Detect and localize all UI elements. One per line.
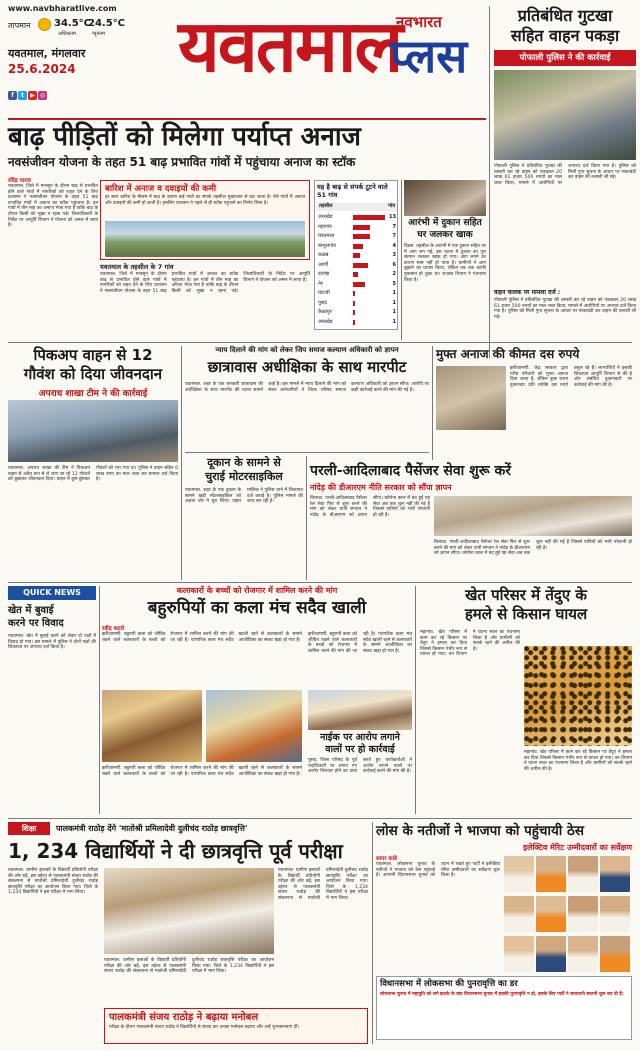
bike-headline-1: दूकान के सामने से — [207, 456, 281, 469]
candidate-photo — [536, 936, 566, 972]
grain-story — [436, 346, 632, 458]
flood-table-tahsil: बाभुलगांव — [318, 242, 336, 249]
flood-table-row — [317, 213, 397, 222]
train-story — [310, 462, 632, 580]
column-rule — [306, 456, 307, 580]
flood-table-bar — [353, 215, 385, 220]
election-box — [376, 976, 632, 1040]
temp-max: 34.5°C — [54, 18, 92, 29]
flood-table-bar — [353, 234, 370, 239]
leopard-body: महागांव. खेत परिसर में काम कर रहे किसान पर तेंदुए ने हमला कर दिया जिससे किसान गंभीर रूप से घायल हो गया। वन विभाग ने घटना स्थल का पंचनामा किया है और ग्रामीणों को सतर्क रहने की अपील की है। — [420, 630, 520, 658]
flood-table-bar — [353, 310, 355, 315]
hostel-body: यवतमाल. शहर के एक सरकारी छात्रावास की अधीक्षिका के साथ मारपीट की घटना सामने आई है। इस मामले में न्याय दिलाने की मांग को लेकर कर्मचारियों ने जिला परिषद समाज कल्याण अधिकारी को ज्ञापन सौंपा। आरोपी पर कड़ी कार्रवाई करने की मांग की गई है। — [185, 382, 429, 393]
column-rule — [99, 586, 100, 814]
flood-table-bar — [353, 253, 360, 258]
lead-box — [100, 180, 310, 260]
artists-headline: बहुरुपियों का कला मंच सदैव खाली — [147, 598, 367, 618]
candidate-photo — [568, 896, 598, 932]
temperature-block — [8, 18, 128, 44]
candidate-photos — [504, 856, 632, 972]
flood-table-row — [317, 270, 397, 279]
flood-table-title: यह है बाढ़ से संपर्क टूटने वाले 51 गांव — [317, 183, 388, 199]
flood-table-row — [317, 280, 397, 289]
scholarship-tag: शिक्षा — [8, 822, 50, 835]
leopard-headline-1: खेत परिसर में तेंदुए के — [465, 586, 587, 604]
flood-table-count: 7 — [392, 233, 396, 239]
flood-table-tahsil: महागांव — [318, 223, 332, 230]
temp-min-label: न्यूनतम — [92, 31, 105, 37]
flood-table-count: 6 — [392, 261, 396, 268]
flood-table-tahsil: केळापुर — [318, 309, 332, 315]
lead-box-body: हर साल बारिश के मौसम में बाढ़ के कारण कई गांवों का संपर्क तहसील मुख्यालय से कट जाता है। ऐसे गांवों में अनाज और दवाइयों की कमी हो जाती है। इसलिए प्रशासन ने पहले से ही स्टॉक पहुंचाने का निर्णय लिया है। — [105, 195, 305, 206]
scholarship-photo — [104, 868, 274, 954]
flood-table-row — [317, 261, 397, 270]
quick-news-headline-1: खेत में बुवाई — [8, 605, 54, 616]
social-icons — [8, 82, 68, 99]
scholarship-box — [104, 1008, 368, 1044]
gutka-body: पोफाली पुलिस ने प्रतिबंधित गुटखा की तस्करी कर रहे वाहन को पकड़कर 20 लाख 61 हजार 500 रुपयों का माल जब्त किया, मामले में आरोपियों पर अपराध दर्ज किया गया है। पुलिस को मिली गुप्त सूचना के आधार पर नाकाबंदी कर वाहन की तलाशी ली गई। — [494, 164, 636, 186]
hostel-story — [185, 346, 429, 450]
train-photo — [434, 496, 632, 536]
flood-table-row — [317, 299, 397, 308]
hostel-headline: छात्रावास अधीक्षिका के साथ मारपीट — [207, 358, 407, 376]
flood-table-tahsil: दारव्हा — [318, 271, 330, 277]
candidate-photo — [504, 936, 534, 972]
flood-table-tahsil: आर्णी — [318, 261, 329, 268]
lead-body-cont: यवतमाल. जिले में मानसून के दौरान बाढ़ से प्रभावित होने वाले गांवों में नागरिकों को राहत देने के लिए प्रशासन ने नवसंजीवन योजना के तहत 51 बाढ़ प्रभावित गांवों में अनाज का स्टॉक पहुंचाया है। इन गांवों में तीन माह का अनाज भेजा गया है ताकि बाढ़ के दौरान किसी को भूखा न रहना पड़े। जिलाधिकारी के निर्देश पर आपूर्ति विभाग ने योजना को अमल में लाया है। — [100, 272, 310, 294]
scholarship-body-mid: यवतमाल. ग्रामीण इलाकों के विद्यार्थी प्रतियोगी परीक्षा की ओर बढ़ें, इस उद्देश्य से पालकमंत्री संजय राठोड़ की संकल्पना से मातोश्री प्रमिलादेवी दुलीचंद राठोड़ छात्रवृत्ति परीक्षा का आयोजन किया गया। जिले के 1,234 विद्यार्थियों ने इस परीक्षा में भाग लिया। — [104, 958, 274, 975]
naik-headline-2: वालों पर हो कार्रवाई — [325, 744, 395, 755]
quick-news-label: QUICK NEWS — [8, 586, 96, 600]
youtube-icon[interactable]: ▶ — [28, 91, 37, 100]
row-rule — [8, 342, 632, 343]
flood-table-count: 1 — [392, 299, 396, 306]
candidate-photo — [504, 856, 534, 892]
flood-table-count: 3 — [392, 252, 396, 258]
temp-max-label: अधिकतम — [58, 31, 76, 37]
gutka-headline-2: सहित वाहन पकड़ा — [510, 26, 620, 45]
flood-table-tahsil: उमरखेड़ — [318, 318, 333, 325]
grain-photo — [436, 366, 506, 430]
candidate-photo — [600, 896, 630, 932]
flood-table-header — [317, 203, 397, 211]
flood-table-row — [317, 308, 397, 317]
pickup-subhead: अपराध शाखा टीम ने की कार्रवाई — [38, 389, 148, 399]
flood-table-row — [317, 318, 397, 327]
col-count: गांव — [388, 203, 395, 209]
gutka-subhead: पोफाली पुलिस ने की कार्रवाई — [494, 50, 636, 66]
quick-news-headline-2: करने पर विवाद — [8, 618, 64, 629]
row-rule — [185, 452, 429, 453]
flood-village-table — [314, 180, 398, 330]
lead-byline: रविंद्र पाराव — [8, 178, 31, 184]
candidate-photo — [600, 936, 630, 972]
flood-table-bar — [353, 320, 355, 325]
lead-subhead: नवसंजीवन योजना के तहत 51 बाढ़ प्रभावित गांवों में पहुंचाया अनाज का स्टॉक — [8, 155, 356, 169]
newspaper-title: यवतमाल — [178, 3, 402, 88]
fire-photo — [404, 180, 486, 216]
village-photo — [105, 221, 305, 257]
leopard-story — [420, 586, 632, 816]
election-body: यवतमाल. लोकसभा चुनाव के नतीजों ने भाजपा को ठेस पहुंचाई है। आगामी विधानसभा चुनाव को ध्यान में रखते हुए पार्टी ने इलेक्टिव मेरिट उम्मीदवारों का सर्वेक्षण शुरू किया है। — [376, 862, 500, 879]
pickup-headline-1: पिकअप वाहन से 12 — [33, 346, 153, 364]
facebook-icon[interactable]: f — [8, 91, 17, 100]
scholarship-body-right: यवतमाल. ग्रामीण इलाकों के विद्यार्थी प्रतियोगी परीक्षा की ओर बढ़ें, इस उद्देश्य से पालकमंत्री संजय राठोड़ की संकल्पना से मातोश्री प्रमिलादेवी दुलीचंद राठोड़ छात्रवृत्ति परीक्षा का आयोजन किया गया। जिले के 1,234 विद्यार्थियों ने इस परीक्षा में भाग लिया। — [278, 868, 368, 901]
train-headline: परली-आदिलाबाद पैसेंजर सेवा शुरू करें — [310, 463, 511, 479]
flood-table-row — [317, 223, 397, 232]
title-navbharat: नवभारत — [396, 13, 442, 31]
flood-table-rows — [317, 213, 397, 329]
fire-body: दिग्रस. तहसील के आरंभी में एक दुकान सहित घर में आग लग गई, इस घटना में दुकान का पूरा सामान जलकर खाक हो गया। आग लगने का कारण स्पष्ट नहीं हो पाया है। ग्रामीणों ने आग बुझाने का प्रयास किया, लेकिन तब तक काफी नुकसान हो चुका था। राजस्व विभाग ने पंचनामा किया है। — [404, 244, 486, 283]
flood-table-tahsil: नेर — [318, 280, 323, 287]
artists-byline: रवींद्र कटारे — [102, 626, 125, 632]
candidate-photo — [568, 856, 598, 892]
column-rule — [489, 6, 490, 358]
flood-table-bar — [353, 263, 368, 268]
flood-table-count: 4 — [392, 242, 396, 249]
flood-table-tahsil: यवतमाल — [318, 233, 335, 239]
hostel-kicker: न्याय दिलाने की मांग को लेकर जिप समाज कल्याण अधिकारी को ज्ञापन — [215, 346, 399, 354]
grain-headline: मुफ्त अनाज की कीमत दस रुपये — [436, 347, 580, 361]
flood-table-bar — [353, 272, 358, 277]
flood-table-bar — [353, 282, 365, 287]
flood-table-count: 2 — [392, 271, 396, 277]
candidate-photo — [536, 856, 566, 892]
pickup-story — [8, 346, 178, 584]
naik-body: पुसद. जिला परिषद के पूर्व पदाधिकारी पर लगाए गए आरोप निराधार होने का दावा करते हुए कार्यकर्ताओं ने आरोप लगाने वालों पर कार्रवाई करने की मांग की है। — [308, 758, 412, 775]
naik-headline-1: नाईक पर आरोप लगाने — [320, 732, 400, 743]
temp-label: तापमान — [8, 21, 31, 30]
row-rule — [8, 818, 632, 819]
bike-story — [185, 456, 303, 580]
election-box-title: विधानसभा में लोकसभा की पुनरावृत्ति का डर — [380, 979, 518, 989]
leopard-headline-2: हमले से किसान घायल — [464, 605, 588, 623]
candidate-photo — [536, 896, 566, 932]
flood-table-count: 1 — [392, 318, 396, 325]
flood-table-count: 13 — [389, 214, 396, 220]
title-plus: प्लस — [390, 29, 468, 83]
election-headline: लोस के नतीजों ने भाजपा को पहुंचायी ठेस — [376, 823, 584, 839]
pickup-headline-2: गौवंश को दिया जीवनदान — [23, 365, 163, 383]
scholarship-headline: 1, 234 विद्यार्थियों ने दी छात्रवृत्ति पूर्व परीक्षा — [8, 839, 343, 863]
election-story — [376, 822, 632, 1046]
temp-min: 24.5°C — [88, 18, 126, 29]
artists-body-side: झरीजामणी. बहुरुपी कला को जीवित रखने वाले कलाकारों के बच्चों को रोजगार में शामिल करने की मांग की जा रही है। पारंपरिक कला मंच सदैव खाली रहने से कलाकारों के सामने आजीविका का संकट खड़ा हो गया है। — [308, 632, 412, 654]
candidate-photo — [568, 936, 598, 972]
fire-story — [404, 180, 486, 340]
quick-news-body: यवतमाल. खेत में बुवाई करने को लेकर दो पक्षों में विवाद हो गया। इस मामले में पुलिस ने दोनों पक्षों की शिकायत पर अपराध दर्ज किया है। — [8, 634, 96, 651]
artists-photo-2 — [206, 690, 302, 762]
lead-headline: बाढ़ पीड़ितों को मिलेगा पर्याप्त अनाज — [8, 122, 361, 152]
flood-table-bar — [353, 244, 363, 249]
flood-table-count: 1 — [392, 290, 396, 296]
scholarship-box-body: परीक्षा के दौरान पालकमंत्री संजय राठोड़ ने विद्यार्थियों से संवाद कर उनका मनोबल बढ़ाया और उन्हें शुभकामनाएं दीं। — [109, 1025, 300, 1030]
gutka-headline-1: प्रतिबंधित गुटखा — [517, 6, 613, 25]
artists-body-cont: झरीजामणी. बहुरुपी कला को जीवित रखने वाले कलाकारों के बच्चों को रोजगार में शामिल करने की मांग की जा रही है। पारंपरिक कला मंच सदैव खाली रहने से कलाकारों के सामने आजीविका का संकट खड़ा हो गया है। — [102, 766, 302, 777]
gutka-body-cont: पोफाली पुलिस ने प्रतिबंधित गुटखा की तस्करी कर रहे वाहन को पकड़कर 20 लाख 61 हजार 500 रुपयों का माल जब्त किया, मामले में आरोपियों पर अपराध दर्ज किया गया है। पुलिस को मिली गुप्त सूचना के आधार पर नाकाबंदी कर वाहन की तलाशी ली गई। — [494, 298, 636, 320]
quick-news — [8, 586, 96, 816]
lead-body: यवतमाल. जिले में मानसून के दौरान बाढ़ से प्रभावित होने वाले गांवों में नागरिकों को राहत देने के लिए प्रशासन ने नवसंजीवन योजना के तहत 51 बाढ़ प्रभावित गांवों में अनाज का स्टॉक पहुंचाया है। इन गांवों में तीन माह का अनाज भेजा गया है ताकि बाढ़ के दौरान किसी को भूखा न रहना पड़े। जिलाधिकारी के निर्देश पर आपूर्ति विभाग ने योजना को अमल में लाया है। — [8, 184, 98, 229]
flood-table-tahsil: कळंब — [318, 252, 329, 258]
column-rule — [432, 346, 433, 460]
column-rule — [181, 346, 182, 580]
leopard-photo — [524, 646, 632, 746]
flood-table-row — [317, 289, 397, 298]
gutka-photo — [494, 70, 636, 160]
flood-table-count: 7 — [392, 223, 396, 230]
col-tahsil: तहसील — [319, 203, 333, 209]
pickup-photo — [8, 400, 178, 462]
issue-date: 25.6.2024 — [8, 62, 76, 76]
artists-kicker: कलाकारों के बच्चों को रोजगार में शामिल करने की मांग — [176, 586, 338, 595]
instagram-icon[interactable]: ◎ — [39, 92, 46, 99]
flood-table-bar — [353, 291, 355, 296]
website-url[interactable]: www.navbharatlive.com — [8, 4, 117, 13]
row-rule — [8, 582, 632, 583]
election-box-body: लोकसभा चुनाव में महायुति को लगे झटके के बाद विधानसभा चुनाव में इसकी पुनरावृत्ति न हो, इसके लिए पार्टी ने सावधानी बरतनी शुरू कर दी है। — [380, 992, 624, 997]
flood-table-bar — [353, 225, 370, 230]
naik-story — [308, 690, 412, 814]
bike-headline-2: चुराई मोटरसाइकिल — [205, 470, 283, 483]
train-subhead: नांदेड़ की डीआरएम नीति सरकार को सौंपा ज्ञापन — [310, 483, 452, 492]
flood-table-row — [317, 232, 397, 241]
flood-table-tahsil: पुसद — [318, 299, 327, 306]
flood-table-row — [317, 242, 397, 251]
lead-box-title: बारिश में अनाज व दवाइयों की कमी — [105, 184, 217, 194]
sun-icon — [38, 18, 51, 31]
flood-table-row — [317, 251, 397, 260]
flood-table-count: 5 — [392, 280, 396, 287]
twitter-icon[interactable]: t — [18, 91, 27, 100]
artists-photo-1 — [102, 690, 202, 762]
election-byline: सागर कांडे — [376, 856, 397, 862]
artists-body: झरीजामणी. बहुरुपी कला को जीवित रखने वाले कलाकारों के बच्चों को रोजगार में शामिल करने की मांग की जा रही है। पारंपरिक कला मंच सदैव खाली रहने से कलाकारों के सामने आजीविका का संकट खड़ा हो गया है। — [102, 632, 302, 643]
pickup-body: यवतमाल. अपराध शाखा की टीम ने पिकअप वाहन से अवैध रूप से ले जाए जा रहे 12 गौवंशों को छुड़ाकर जीवनदान दिया। वाहन में ठूंस-ठूंसकर गौवंशों को भरा गया था। पुलिस ने वाहन सहित 6 लाख रुपए का माल जब्त कर मामला दर्ज किया है। — [8, 466, 178, 483]
scholarship-body: यवतमाल. ग्रामीण इलाकों के विद्यार्थी प्रतियोगी परीक्षा की ओर बढ़ें, इस उद्देश्य से पालकमंत्री संजय राठोड़ की संकल्पना से मातोश्री प्रमिलादेवी दुलीचंद राठोड़ छात्रवृत्ति परीक्षा का आयोजन किया गया। जिले के 1,234 विद्यार्थियों ने इस परीक्षा में भाग लिया। — [8, 868, 98, 896]
grain-body: झरीजामणी. केंद्र सरकार द्वारा गरीब परिवारों को मुफ्त अनाज दिया जाता है, लेकिन कुछ राशन दुकानदार प्रति व्यक्ति दस रुपये वसूल रहे हैं। लाभार्थियों ने इसकी शिकायत आपूर्ति विभाग से की है और संबंधित दुकानदारों पर कार्रवाई की मांग की है। — [510, 366, 632, 388]
scholarship-box-headline: पालकमंत्री संजय राठोड़ ने बढ़ाया मनोबल — [109, 1012, 259, 1023]
scholarship-story — [8, 822, 368, 1044]
fire-headline-2: घर जलकर खाक — [417, 230, 473, 240]
scholarship-kicker: पालकमंत्री राठोड़ देंगे 'मातोश्री प्रमिलादेवी दुलीचंद राठोड़ छात्रवृत्ति' — [56, 824, 248, 833]
candidate-photo — [600, 856, 630, 892]
column-rule — [415, 586, 416, 814]
train-body: किनवट. परली-आदिलाबाद पैसेंजर रेल सेवा फिर से शुरू करने की मांग को लेकर यात्री संगठन ने नांदेड़ के डीआरएम को ज्ञापन सौंपा। कोरोना काल में बंद हुई यह सेवा अब तक शुरू नहीं की गई है जिससे यात्रियों को भारी परेशानी हो रही है। — [310, 496, 430, 518]
column-rule — [372, 822, 373, 1044]
naik-photo — [308, 690, 412, 730]
fire-headline-1: आरंभी में दुकान सहित — [408, 218, 482, 228]
flood-table-bar — [353, 301, 355, 306]
candidate-photo — [504, 896, 534, 932]
gutka-caption: वाहन चालक पर मामला दर्ज : — [494, 289, 561, 296]
election-subhead: इलेक्टिव मेरिट उम्मीदवारों का सर्वेक्षण — [523, 843, 632, 852]
lead-photo-caption: यवतमाल के तहसील के 7 गांव — [100, 263, 174, 271]
flood-table-count: 1 — [392, 309, 396, 315]
column-rule — [401, 180, 402, 340]
gutka-story — [494, 6, 636, 360]
bike-body: यवतमाल. शहर के एक दुकान के सामने खड़ी मोटरसाइकिल को अज्ञात चोर ने चुरा लिया। वाहन मालिक ने पुलिस थाने में शिकायत दर्ज कराई है। पुलिस मामले की जांच कर रही है। — [185, 488, 303, 505]
leopard-body-cont: महागांव. खेत परिसर में काम कर रहे किसान पर तेंदुए ने हमला कर दिया जिससे किसान गंभीर रूप से घायल हो गया। वन विभाग ने घटना स्थल का पंचनामा किया है और ग्रामीणों को सतर्क रहने की अपील की है। — [524, 750, 632, 772]
flood-table-tahsil: उमरखेड — [318, 214, 333, 220]
city-day: यवतमाल, मंगलवार — [8, 47, 86, 60]
flood-table-tahsil: घाटंजी — [318, 290, 330, 296]
train-body-cont: किनवट. परली-आदिलाबाद पैसेंजर रेल सेवा फिर से शुरू करने की मांग को लेकर यात्री संगठन ने नांदेड़ के डीआरएम को ज्ञापन सौंपा। कोरोना काल में बंद हुई यह सेवा अब तक शुरू नहीं की गई है जिससे यात्रियों को भारी परेशानी हो रही है। — [434, 540, 632, 557]
